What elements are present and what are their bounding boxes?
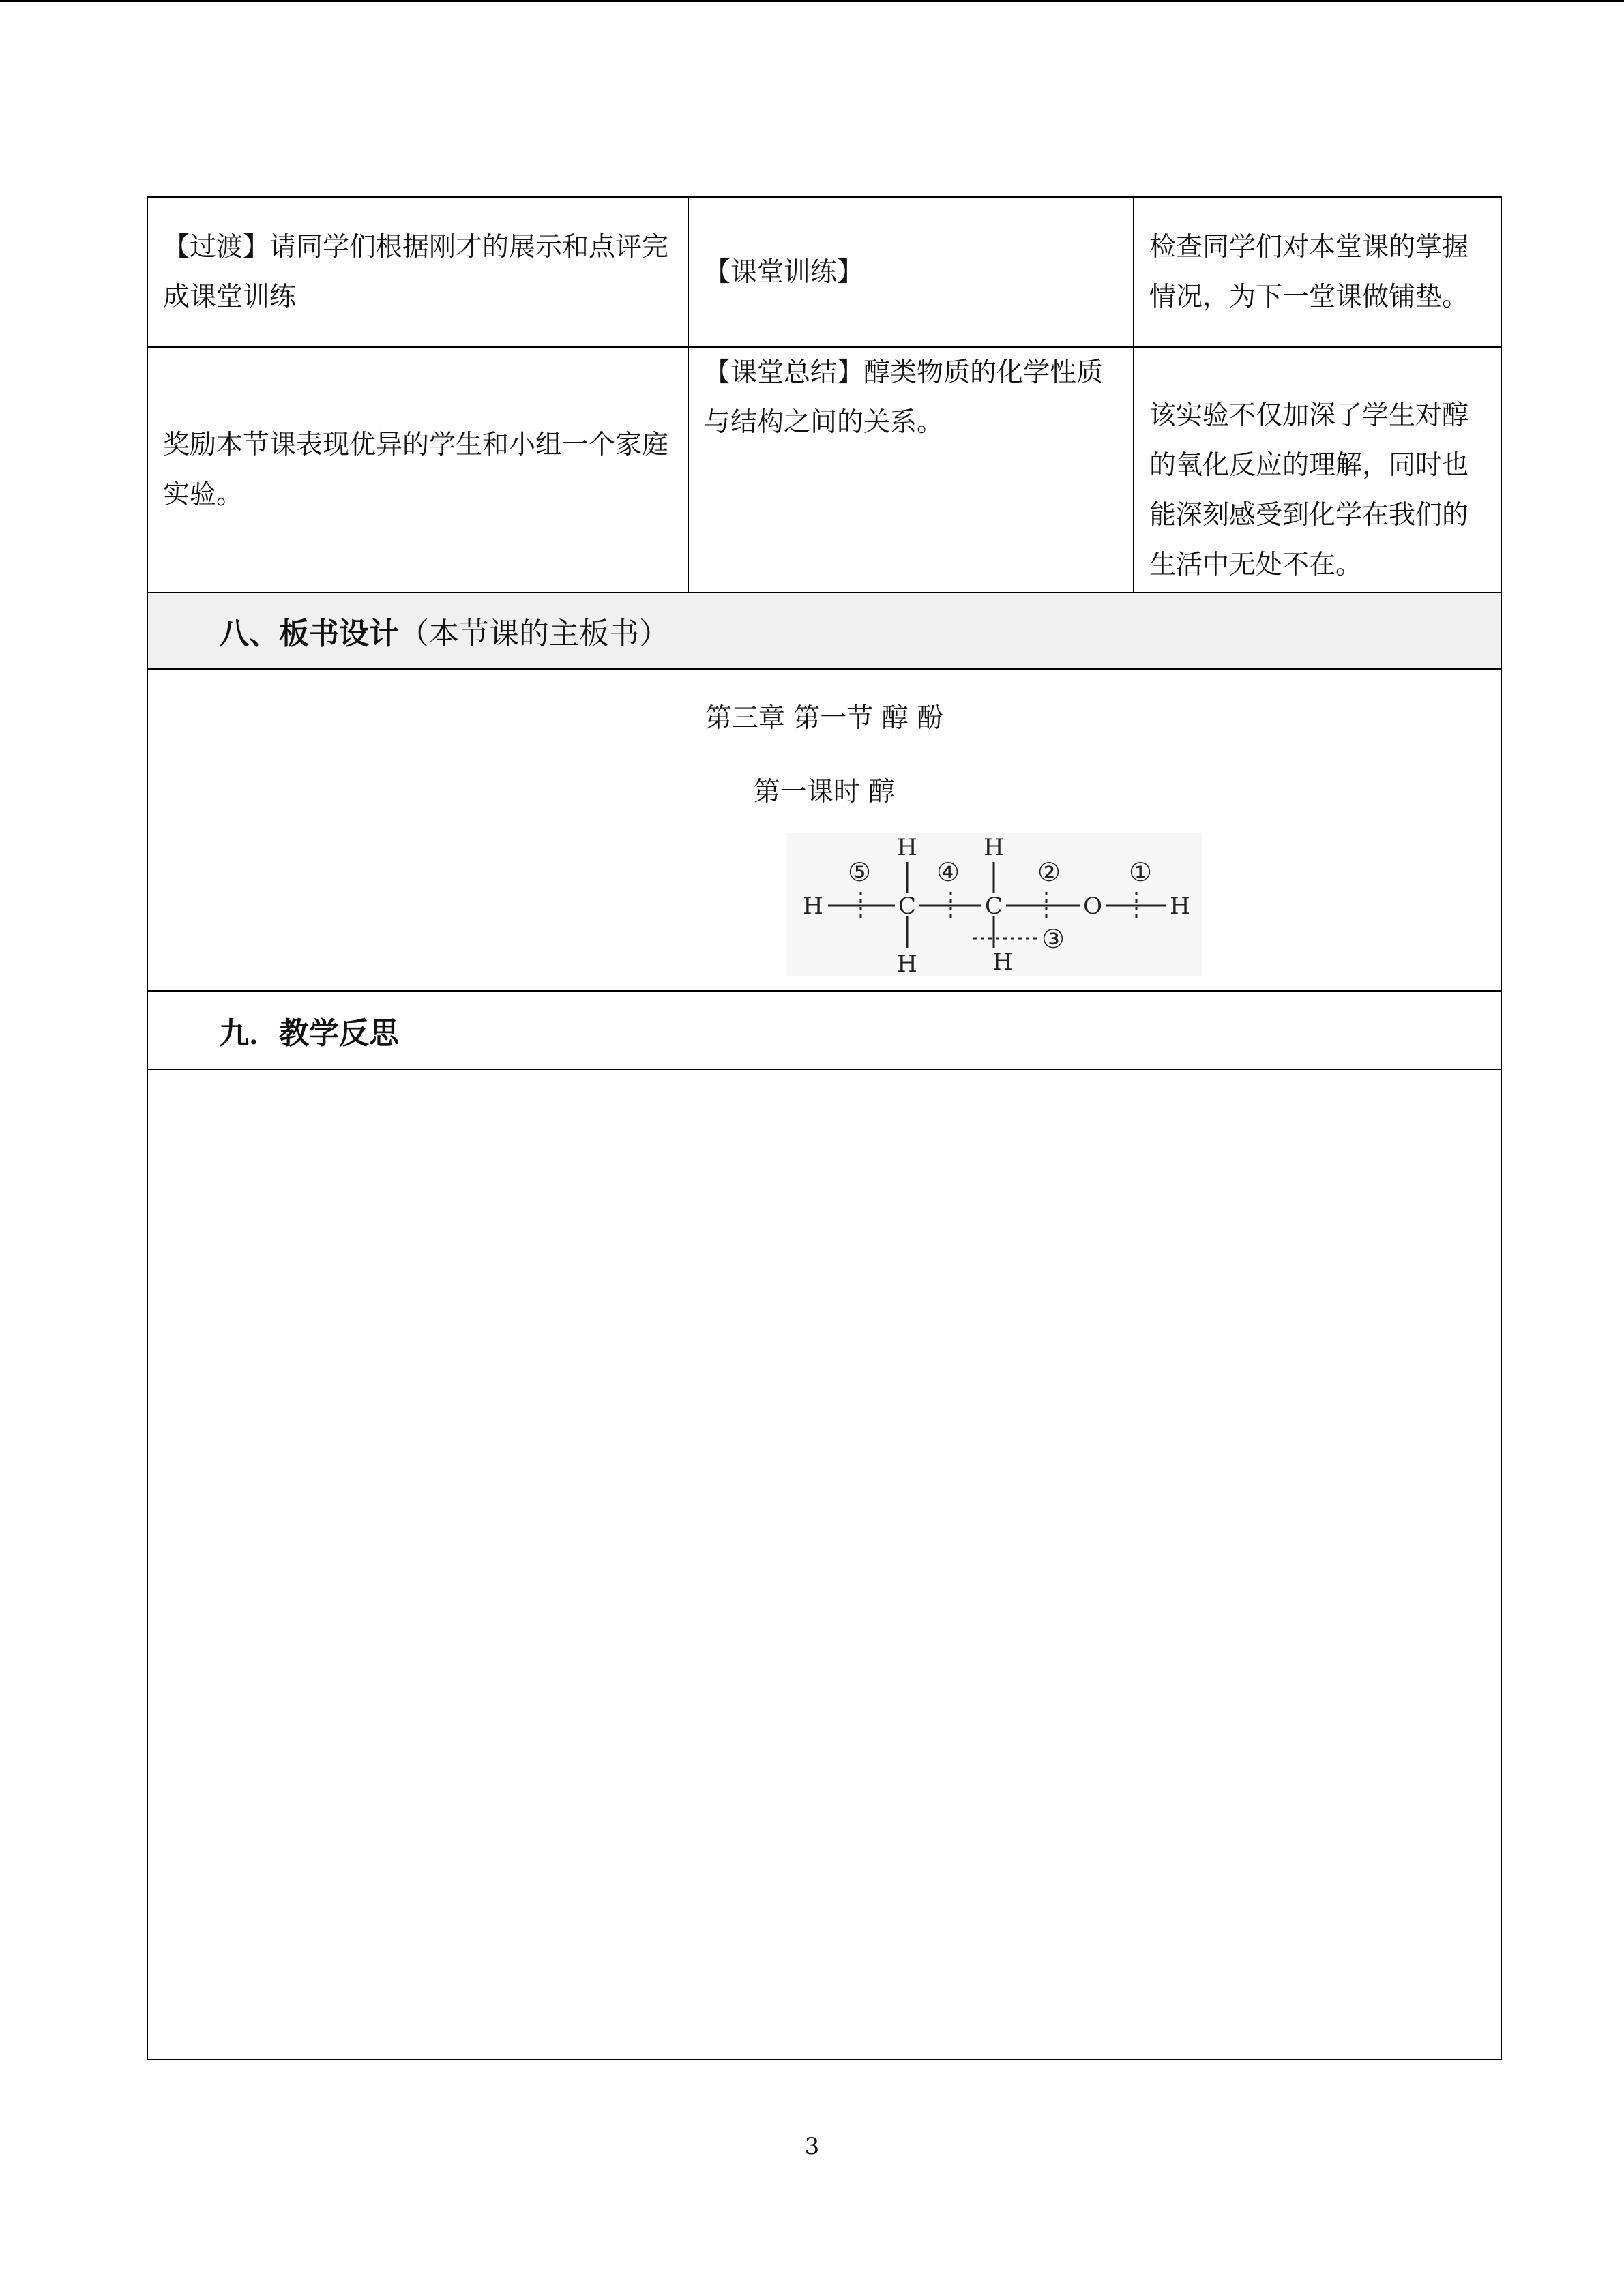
bond-number-5: ⑤ — [847, 857, 872, 887]
table-row — [147, 197, 1501, 347]
atom-h-top1: H — [897, 834, 917, 861]
atom-h-bottom1: H — [897, 951, 917, 976]
board-heading: 第三章 第一节 醇 酚 — [705, 703, 944, 734]
section8-note: （本节课的主板书） — [399, 616, 669, 651]
board-design-row — [147, 669, 1501, 991]
lesson-plan-table — [147, 196, 1502, 2060]
atom-h-top2: H — [984, 834, 1004, 861]
activity-text: 【过渡】请同学们根据刚才的展示和点评完成课堂训练 — [163, 232, 669, 312]
board-design-cell — [147, 669, 1501, 991]
reflection-cell — [147, 1069, 1501, 2059]
bond-number-2: ② — [1037, 857, 1061, 887]
activity-cell — [147, 347, 688, 593]
section9-header — [147, 991, 1501, 1069]
section9-title: 九．教学反思 — [219, 1015, 399, 1051]
bond-number-3: ③ — [1041, 924, 1065, 954]
atom-h-right: H — [1170, 893, 1190, 920]
content-cell — [688, 197, 1134, 347]
table-row — [147, 347, 1501, 593]
purpose-cell — [1134, 197, 1501, 347]
content-text: 【课堂训练】 — [704, 256, 864, 288]
activity-text: 奖励本节课表现优异的学生和小组一个家庭实验。 — [163, 430, 669, 510]
content-cell — [688, 347, 1134, 593]
activity-cell — [147, 197, 688, 347]
purpose-cell — [1134, 347, 1501, 593]
bond-number-4: ④ — [936, 857, 960, 887]
atom-c2: C — [984, 893, 1003, 920]
page-number: 3 — [804, 2133, 820, 2160]
section8-header — [147, 593, 1501, 669]
section-header-row — [147, 991, 1501, 1069]
ethanol-structure-formula — [786, 833, 1202, 976]
section8-title: 八、板书设计 — [219, 616, 399, 651]
reflection-row — [147, 1069, 1501, 2059]
purpose-text: 检查同学们对本堂课的掌握情况，为下一堂课做铺垫。 — [1149, 232, 1469, 312]
page-top-rule — [0, 0, 1624, 2]
content-text: 【课堂总结】醇类物质的化学性质与结构之间的关系。 — [704, 357, 1104, 438]
purpose-text: 该实验不仅加深了学生对醇的氧化反应的理解，同时也能深刻感受到化学在我们的生活中无处不在。 — [1149, 400, 1469, 580]
section-header-row — [147, 593, 1501, 669]
atom-h-left: H — [803, 893, 823, 920]
atom-h-bottom2: H — [992, 949, 1013, 976]
atom-c1: C — [898, 893, 917, 920]
board-subheading: 第一课时 醇 — [753, 777, 896, 807]
atom-o: O — [1083, 893, 1102, 920]
bond-number-1: ① — [1128, 857, 1153, 887]
